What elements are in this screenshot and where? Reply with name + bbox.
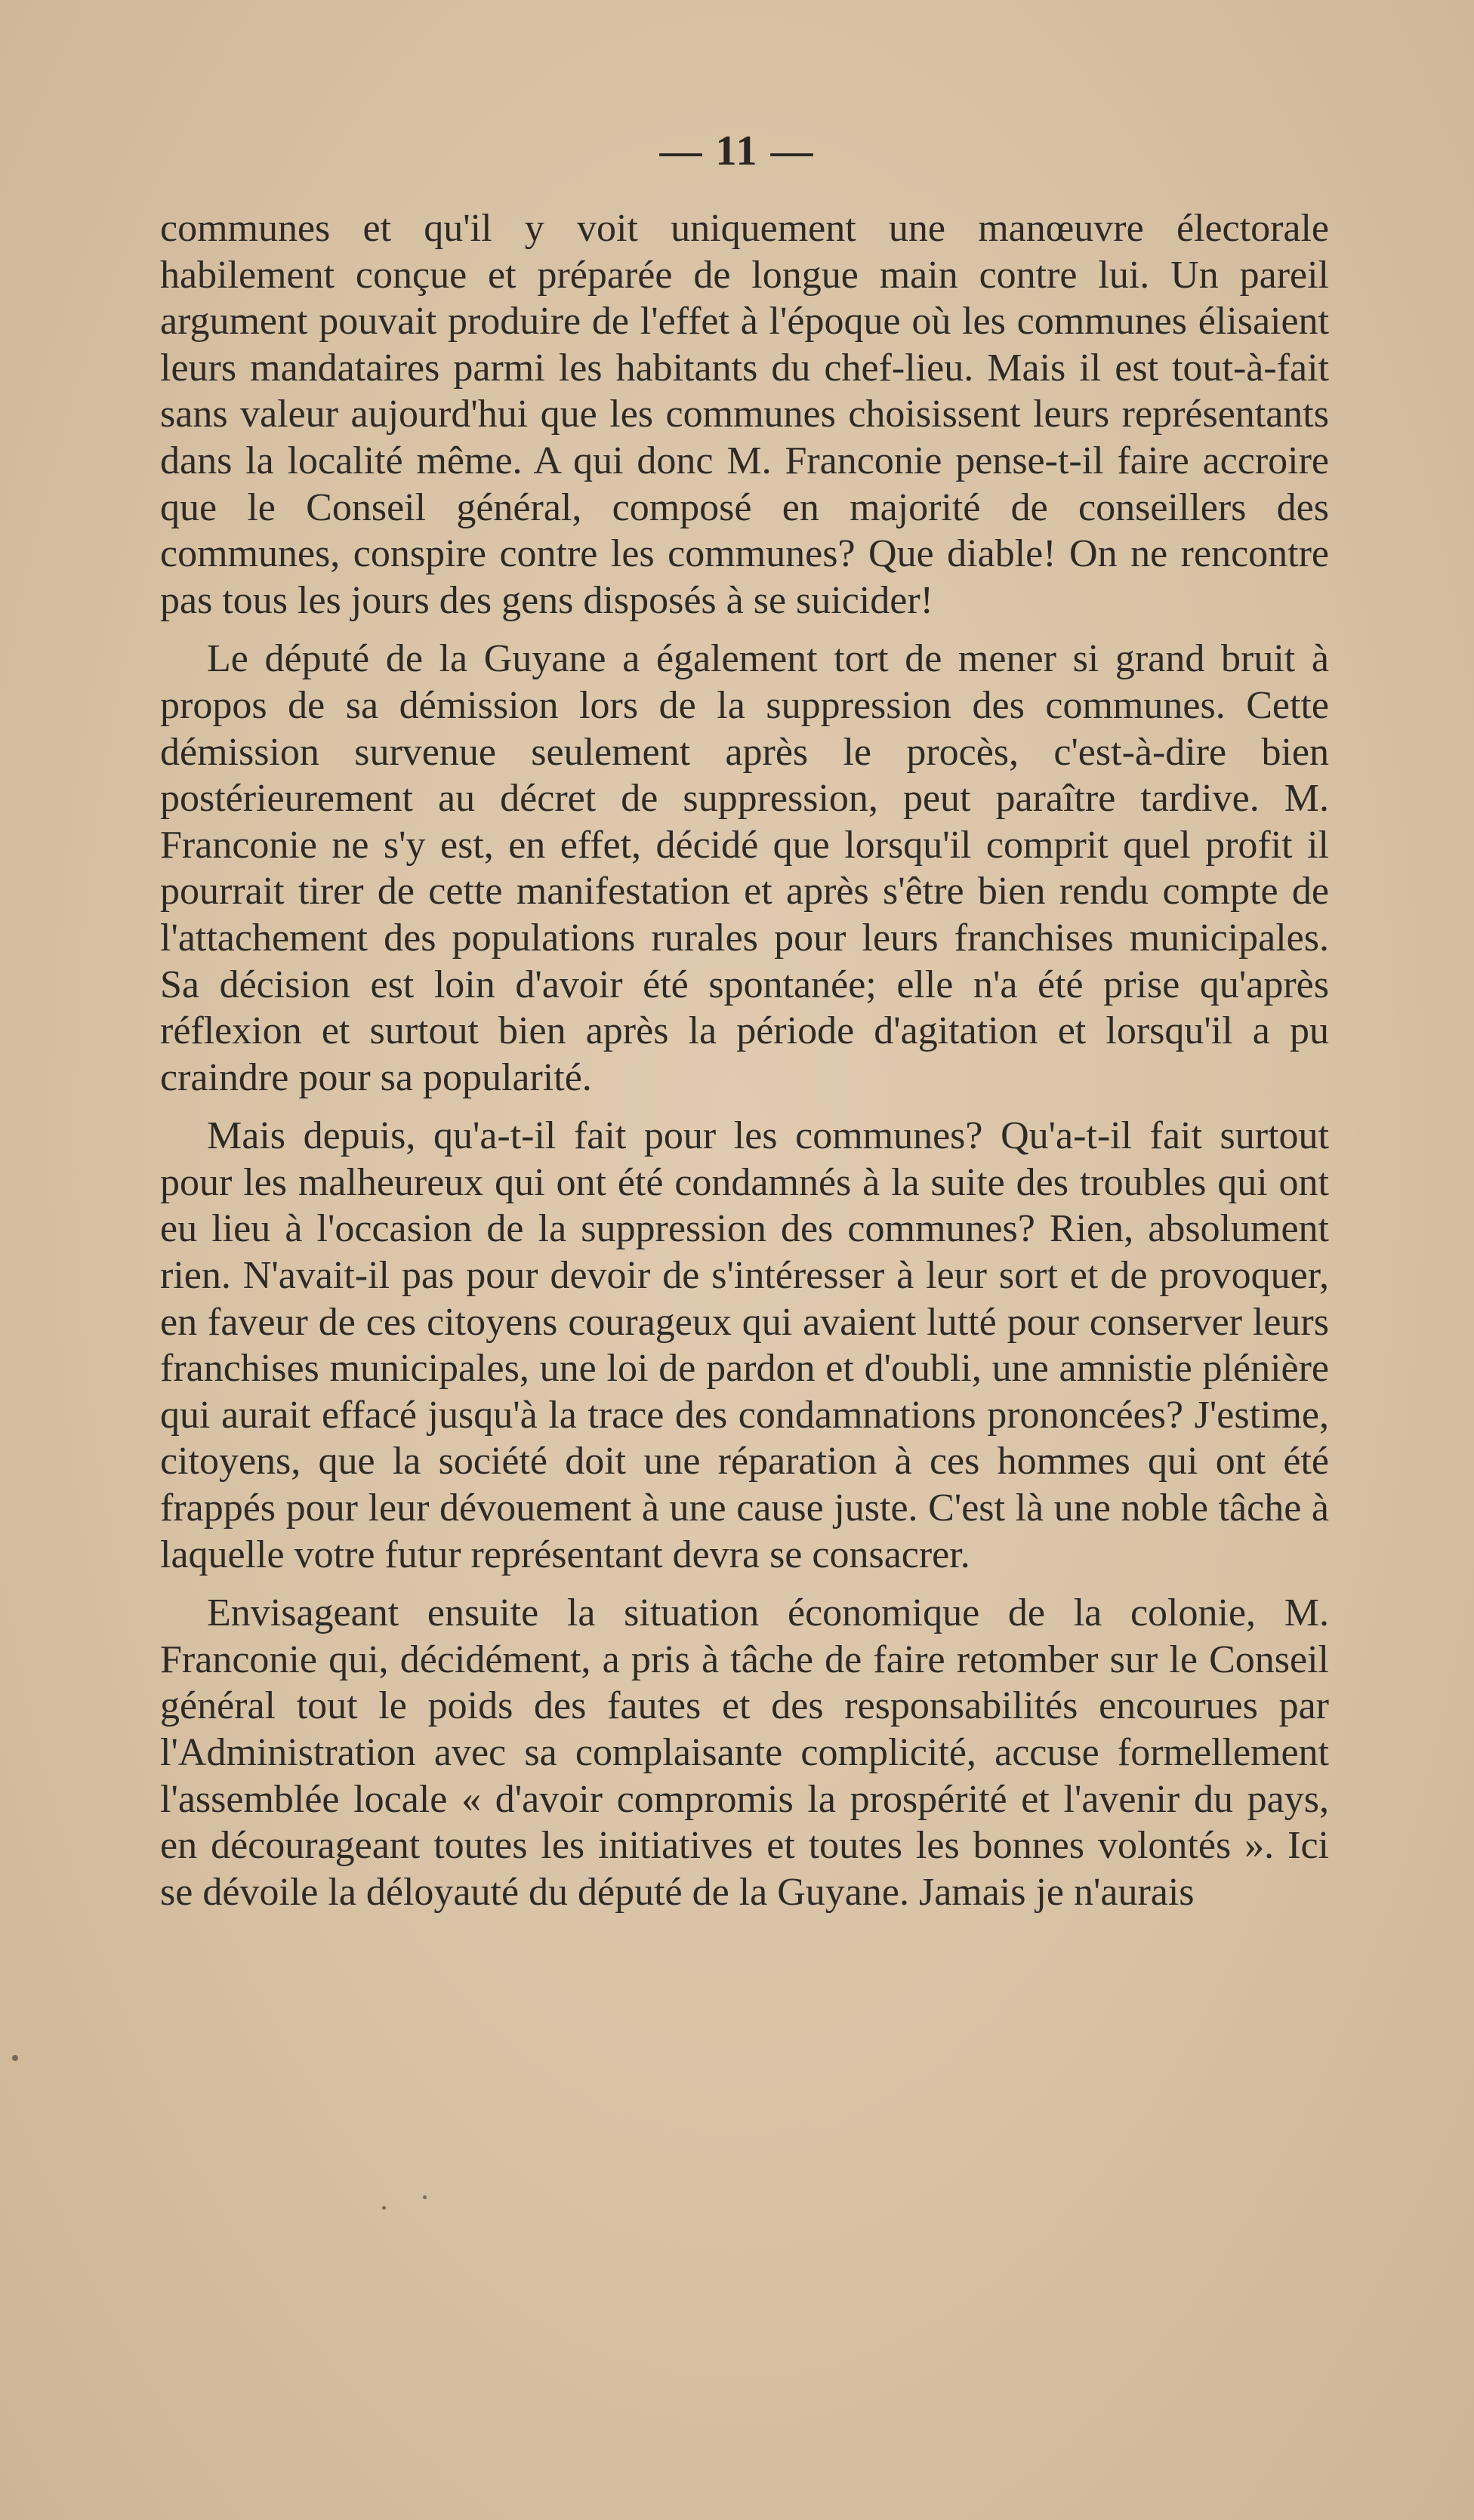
page-number: — 11 —	[659, 128, 815, 174]
body-text	[160, 205, 1329, 1915]
paragraph-amnesty: Mais depuis, qu'a-t-il fait pour les communes? Qu'a-t-il fait surtout pour les malheureux qui ont été condamnés à la suite des troubles qui ont eu lieu à l'occasion de la suppression des communes? Rien, absolument rien. N'avait-il pas pour devoir de s'intéresser à leur sort et de provoquer, en faveur de ces citoyens courageux qui avaient lutté pour conserver leurs franchises municipales, une loi de pardon et d'oubli, une amnistie plénière qui aurait effacé jusqu'à la trace des condamnations prononcées? J'estime, citoyens, que la société doit une réparation à ces hommes qui ont été frappés pour leur dévouement à une cause juste. C'est là une noble tâche à laquelle votre futur représentant devra se consacrer.	[160, 1114, 1329, 1576]
paper-speck	[382, 2206, 386, 2210]
paragraph-resignation: Le député de la Guyane a également tort de mener si grand bruit à propos de sa démission lors de la suppression des communes. Cette démission survenue seulement après le procès, c'est-à-dire bien postérieurement au décret de suppression, peut paraître tardive. M. Franconie ne s'y est, en effet, décidé que lorsqu'il comprit quel profit il pourrait tirer de cette manifestation et après s'être bien rendu compte de l'attachement des populations rurales pour leurs franchises municipales. Sa décision est loin d'avoir été spontanée; elle n'a été prise qu'après réflexion et surtout bien après la période d'agitation et lorsqu'il a pu craindre pour sa popularité.	[160, 637, 1329, 1099]
paper-speck	[12, 2055, 18, 2061]
paragraph-continuation: communes et qu'il y voit uniquement une manœuvre électorale habilement conçue et préparée de longue main contre lui. Un pareil argument pouvait produire de l'effet à l'époque où les communes élisaient leurs mandataires parmi les habitants du chef-lieu. Mais il est tout-à-fait sans valeur aujourd'hui que les communes choisissent leurs représentants dans la localité même. A qui donc M. Franconie pense-t-il faire accroire que le Conseil général, composé en majorité de conseillers des communes, conspire contre les communes? Que diable! On ne rencontre pas tous les jours des gens disposés à se suicider!	[160, 207, 1329, 622]
paper-speck	[423, 2195, 427, 2199]
paragraph-economic-situation: Envisageant ensuite la situation économique de la colonie, M. Franconie qui, décidément, a pris à tâche de faire retomber sur le Conseil général tout le poids des fautes et des responsabilités encourues par l'Administration avec sa complaisante complicité, accuse formellement l'assemblée locale « d'avoir compromis la prospérité et l'avenir du pays, en décourageant toutes les initiatives et toutes les bonnes volontés ». Ici se dévoile la déloyauté du député de la Guyane. Jamais je n'aurais	[160, 1591, 1329, 1914]
